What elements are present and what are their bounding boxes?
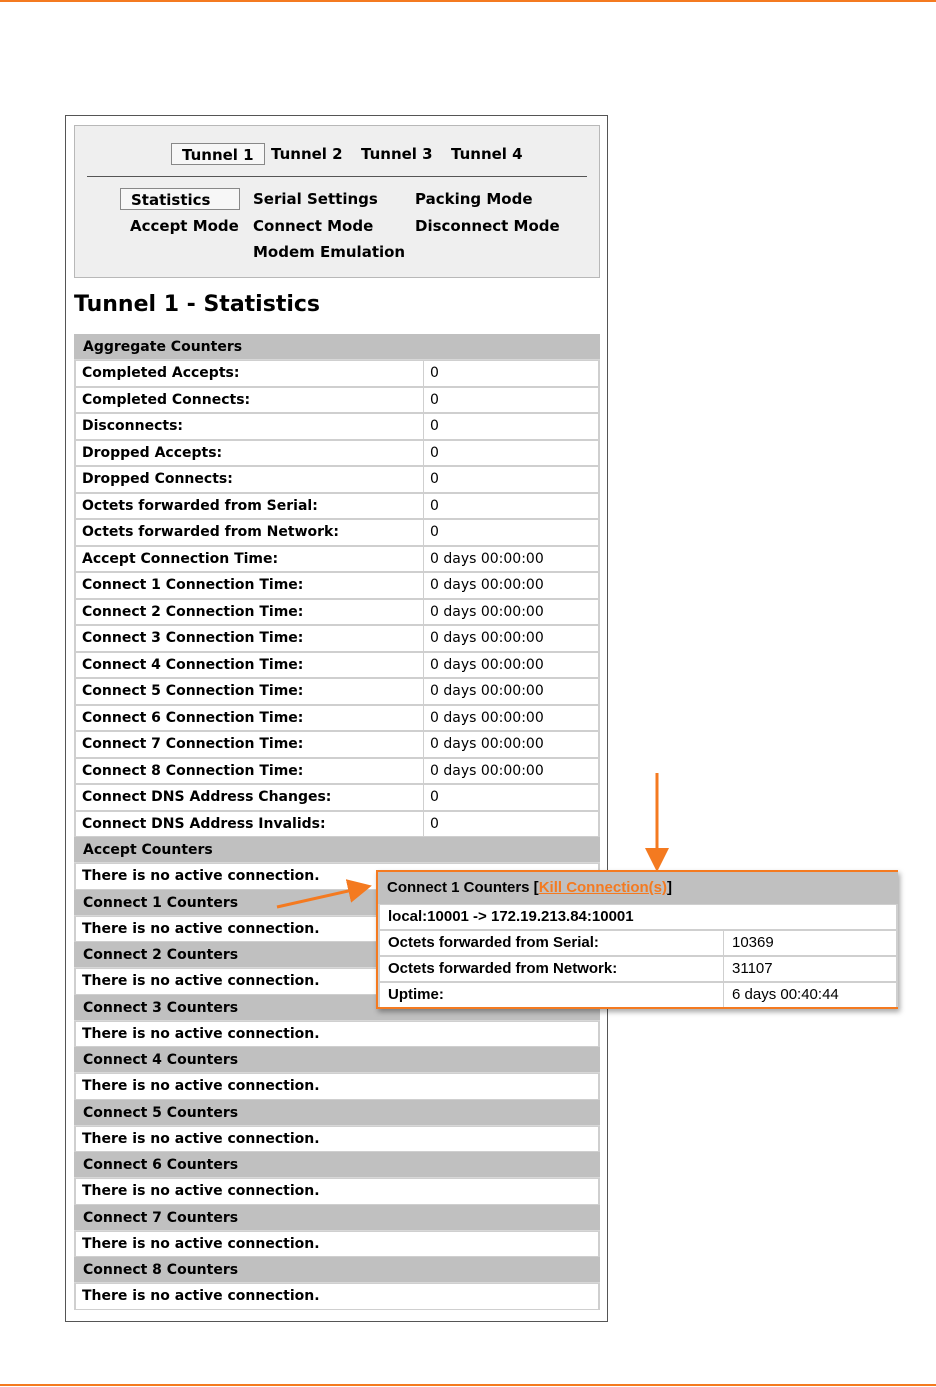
section-row — [74, 1126, 600, 1153]
section-header: Connect 5 Counters — [74, 1100, 600, 1126]
row-value: 0 days 00:00:00 — [424, 626, 598, 651]
section-message: There is no active connection. — [76, 1127, 598, 1152]
statistics-table — [74, 334, 600, 1310]
table-row — [74, 811, 600, 838]
popup-connection-row — [378, 904, 898, 930]
table-row — [74, 413, 600, 440]
row-value: 0 days 00:00:00 — [424, 547, 598, 572]
kill-connections-link[interactable]: Kill Connection(s) — [538, 879, 668, 896]
row-value: 0 days 00:00:00 — [424, 679, 598, 704]
row-label: Disconnects: — [76, 414, 423, 439]
section-row — [74, 1231, 600, 1258]
row-label: Dropped Accepts: — [76, 441, 423, 466]
popup-row-label: Octets forwarded from Serial: — [380, 931, 723, 955]
row-value: 0 — [424, 441, 598, 466]
nav-divider — [87, 176, 587, 177]
row-label: Completed Accepts: — [76, 361, 423, 386]
row-value: 0 days 00:00:00 — [424, 706, 598, 731]
row-value: 0 days 00:00:00 — [424, 732, 598, 757]
row-value: 0 — [424, 520, 598, 545]
section-header: Connect 4 Counters — [74, 1047, 600, 1073]
table-row — [74, 784, 600, 811]
table-row — [74, 705, 600, 732]
popup-row-label: Octets forwarded from Network: — [380, 957, 723, 981]
row-value: 0 days 00:00:00 — [424, 573, 598, 598]
row-value: 0 — [424, 467, 598, 492]
row-value: 0 days 00:00:00 — [424, 759, 598, 784]
table-row — [74, 493, 600, 520]
row-value: 0 days 00:00:00 — [424, 600, 598, 625]
subnav-serial-settings[interactable]: Serial Settings — [253, 190, 378, 208]
tab-tunnel-1[interactable]: Tunnel 1 — [171, 143, 265, 165]
subnav-modem-emulation[interactable]: Modem Emulation — [253, 243, 406, 261]
popup-row — [378, 982, 898, 1008]
popup-row-value: 10369 — [724, 931, 896, 955]
section-header: Connect 1 Counters — [74, 890, 600, 916]
row-value: 0 — [424, 812, 598, 837]
section-header: Connect 3 Counters — [74, 995, 600, 1021]
popup-row — [378, 956, 898, 982]
row-label: Dropped Connects: — [76, 467, 423, 492]
page-title: Tunnel 1 - Statistics — [74, 292, 321, 317]
section-message: There is no active connection. — [76, 917, 598, 942]
section-message: There is no active connection. — [76, 1022, 598, 1047]
row-label: Accept Connection Time: — [76, 547, 423, 572]
section-row — [74, 1178, 600, 1205]
row-label: Connect 1 Connection Time: — [76, 573, 423, 598]
section-row — [74, 1021, 600, 1048]
row-label: Connect 3 Connection Time: — [76, 626, 423, 651]
popup-row — [378, 930, 898, 956]
subnav-disconnect-mode[interactable]: Disconnect Mode — [415, 217, 560, 235]
section-header: Connect 2 Counters — [74, 942, 600, 968]
row-value: 0 — [424, 388, 598, 413]
row-value: 0 — [424, 494, 598, 519]
table-row — [74, 652, 600, 679]
section-row — [74, 1283, 600, 1310]
section-message: There is no active connection. — [76, 1074, 598, 1099]
row-label: Connect 2 Connection Time: — [76, 600, 423, 625]
row-label: Connect DNS Address Changes: — [76, 785, 423, 810]
row-label: Octets forwarded from Serial: — [76, 494, 423, 519]
row-value: 0 — [424, 361, 598, 386]
table-row — [74, 625, 600, 652]
row-label: Connect 8 Connection Time: — [76, 759, 423, 784]
section-message: There is no active connection. — [76, 1179, 598, 1204]
subnav-accept-mode[interactable]: Accept Mode — [130, 217, 239, 235]
section-message: There is no active connection. — [76, 864, 598, 889]
popup-row-value: 6 days 00:40:44 — [724, 983, 896, 1007]
section-message: There is no active connection. — [76, 1284, 598, 1309]
table-row — [74, 440, 600, 467]
aggregate-rows — [74, 360, 600, 837]
table-row — [74, 572, 600, 599]
table-row — [74, 466, 600, 493]
screenshot-frame — [65, 115, 608, 1322]
section-header: Connect 7 Counters — [74, 1205, 600, 1231]
connect-1-counters-popup — [376, 870, 898, 1009]
subnav-statistics[interactable]: Statistics — [120, 188, 240, 210]
connection-endpoint: local:10001 -> 172.19.213.84:10001 — [380, 905, 896, 929]
popup-header-suffix: ] — [667, 879, 673, 896]
section-message: There is no active connection. — [76, 1232, 598, 1257]
tab-tunnel-2[interactable]: Tunnel 2 — [271, 145, 343, 163]
aggregate-counters-header: Aggregate Counters — [74, 334, 600, 360]
table-row — [74, 387, 600, 414]
tab-tunnel-3[interactable]: Tunnel 3 — [361, 145, 433, 163]
row-label: Connect 6 Connection Time: — [76, 706, 423, 731]
popup-row-label: Uptime: — [380, 983, 723, 1007]
row-label: Connect DNS Address Invalids: — [76, 812, 423, 837]
popup-header — [378, 872, 898, 904]
section-header: Accept Counters — [74, 837, 600, 863]
subnav-packing-mode[interactable]: Packing Mode — [415, 190, 533, 208]
bottom-rule — [0, 1384, 936, 1386]
table-row — [74, 599, 600, 626]
table-row — [74, 731, 600, 758]
row-label: Completed Connects: — [76, 388, 423, 413]
popup-row-value: 31107 — [724, 957, 896, 981]
tunnel-tabs — [75, 143, 599, 167]
row-label: Connect 5 Connection Time: — [76, 679, 423, 704]
table-row — [74, 758, 600, 785]
row-value: 0 days 00:00:00 — [424, 653, 598, 678]
table-row — [74, 678, 600, 705]
section-message: There is no active connection. — [76, 969, 598, 994]
table-row — [74, 546, 600, 573]
row-label: Connect 7 Connection Time: — [76, 732, 423, 757]
section-header: Connect 8 Counters — [74, 1257, 600, 1283]
subnav-connect-mode[interactable]: Connect Mode — [253, 217, 374, 235]
row-label: Octets forwarded from Network: — [76, 520, 423, 545]
row-value: 0 — [424, 785, 598, 810]
popup-header-prefix: Connect 1 Counters [ — [387, 879, 539, 896]
tab-tunnel-4[interactable]: Tunnel 4 — [451, 145, 523, 163]
section-row — [74, 1073, 600, 1100]
row-value: 0 — [424, 414, 598, 439]
top-rule — [0, 0, 936, 2]
table-row — [74, 519, 600, 546]
tunnel-navigation — [74, 125, 600, 278]
table-row — [74, 360, 600, 387]
row-label: Connect 4 Connection Time: — [76, 653, 423, 678]
section-header: Connect 6 Counters — [74, 1152, 600, 1178]
